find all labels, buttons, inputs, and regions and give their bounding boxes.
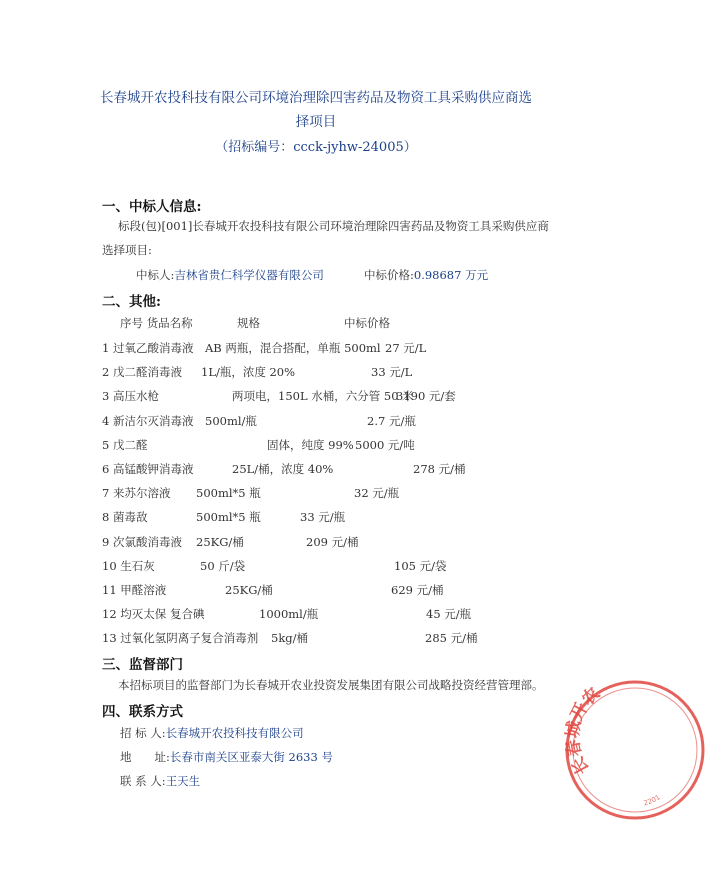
row-name: 7 来苏尔溶液 [102,486,171,500]
row-name: 13 过氧化氢阴离子复合消毒剂 [102,631,259,645]
row-price: 629 元/桶 [391,583,444,597]
lot-description-line1: 标段(包)[001]长春城开农投科技有限公司环境治理除四害药品及物资工具采购供应商 [118,219,549,233]
project-number: （招标编号：ccck-jyhw-24005） [215,140,417,155]
row-spec: 两项电，150L 水桶，六分管 50 米 [232,389,414,403]
row-spec: 25L/桶，浓度 40% [232,462,334,476]
row-name: 12 均灭太保 复合碘 [102,607,205,621]
winner-label: 中标人: [136,268,175,282]
row-spec: 500ml*5 瓶 [196,486,261,500]
lot-description-line2: 选择项目: [102,243,152,257]
row-name: 9 次氯酸消毒液 [102,535,182,549]
price-value: 0.98687 万元 [413,268,489,282]
row-price: 33 元/L [371,365,413,379]
contact-name: 王天生 [165,774,201,788]
row-price: 285 元/桶 [425,631,478,645]
address-value: 长春市南关区亚泰大街 2633 号 [169,750,333,764]
supervision-text: 本招标项目的监督部门为长春城开农业投资发展集团有限公司战略投资经营管理部。 [118,678,544,692]
row-price: 32 元/瓶 [354,486,400,500]
section-other-heading: 二、其他: [102,294,161,310]
section-supervision-heading: 三、监督部门 [102,657,183,673]
row-spec: 500ml*5 瓶 [196,510,261,524]
seal-number: 2201 [642,793,662,808]
row-name: 1 过氧乙酸消毒液 [102,341,194,355]
row-spec: 5kg/桶 [271,631,309,645]
address-line [120,749,333,765]
row-name: 10 生石灰 [102,559,155,573]
row-spec: 1L/瓶，浓度 20% [201,365,296,379]
contact-label: 联 系 人: [120,774,166,788]
contact-line [120,773,200,789]
row-spec: 25KG/桶 [225,583,273,597]
section-contact-heading: 四、联系方式 [102,704,183,720]
row-name: 6 高锰酸钾消毒液 [102,462,194,476]
svg-text:2201 [643,793,662,807]
row-spec: 固体，纯度 99% [267,438,354,452]
section-winner-heading: 一、中标人信息: [102,199,202,215]
row-price: 45 元/瓶 [426,607,472,621]
col-header-no-name: 序号 货品名称 [120,316,193,330]
row-name: 8 菌毒敌 [102,510,148,524]
document-title: 长春城开农投科技有限公司环境治理除四害药品及物资工具采购供应商选择项目 [100,90,532,130]
row-name: 3 高压水枪 [102,389,159,403]
winner-name: 吉林省贵仁科学仪器有限公司 [174,268,324,282]
col-header-spec: 规格 [237,316,260,330]
tenderer-line [120,725,304,741]
tenderer-name: 长春城开农投科技有限公司 [165,726,304,740]
row-price: 3190 元/套 [396,389,456,403]
row-name: 2 戊二醛消毒液 [102,365,182,379]
row-price: 33 元/瓶 [300,510,346,524]
address-label: 地 址: [120,750,170,764]
row-price: 105 元/袋 [394,559,447,573]
row-spec: 1000ml/瓶 [259,607,319,621]
seal-text: 长春城开农 [562,683,604,778]
row-price: 209 元/桶 [306,535,359,549]
row-name: 5 戊二醛 [102,438,148,452]
row-name: 11 甲醛溶液 [102,583,167,597]
row-spec: 25KG/桶 [196,535,244,549]
col-header-price: 中标价格 [344,316,390,330]
row-price: 5000 元/吨 [355,438,415,452]
row-name: 4 新洁尔灭消毒液 [102,414,194,428]
tenderer-label: 招 标 人: [120,726,166,740]
row-price: 278 元/桶 [413,462,466,476]
row-spec: 500ml/瓶 [205,414,257,428]
company-seal-stamp [560,675,710,825]
row-price: 27 元/L [385,341,427,355]
price-label: 中标价格: [364,268,414,282]
winner-info [136,267,324,283]
row-spec: 50 斤/袋 [200,559,246,573]
row-price: 2.7 元/瓶 [367,414,416,428]
row-spec: AB 两瓶，混合搭配，单瓶 500ml [205,341,381,355]
winner-price [364,267,488,283]
